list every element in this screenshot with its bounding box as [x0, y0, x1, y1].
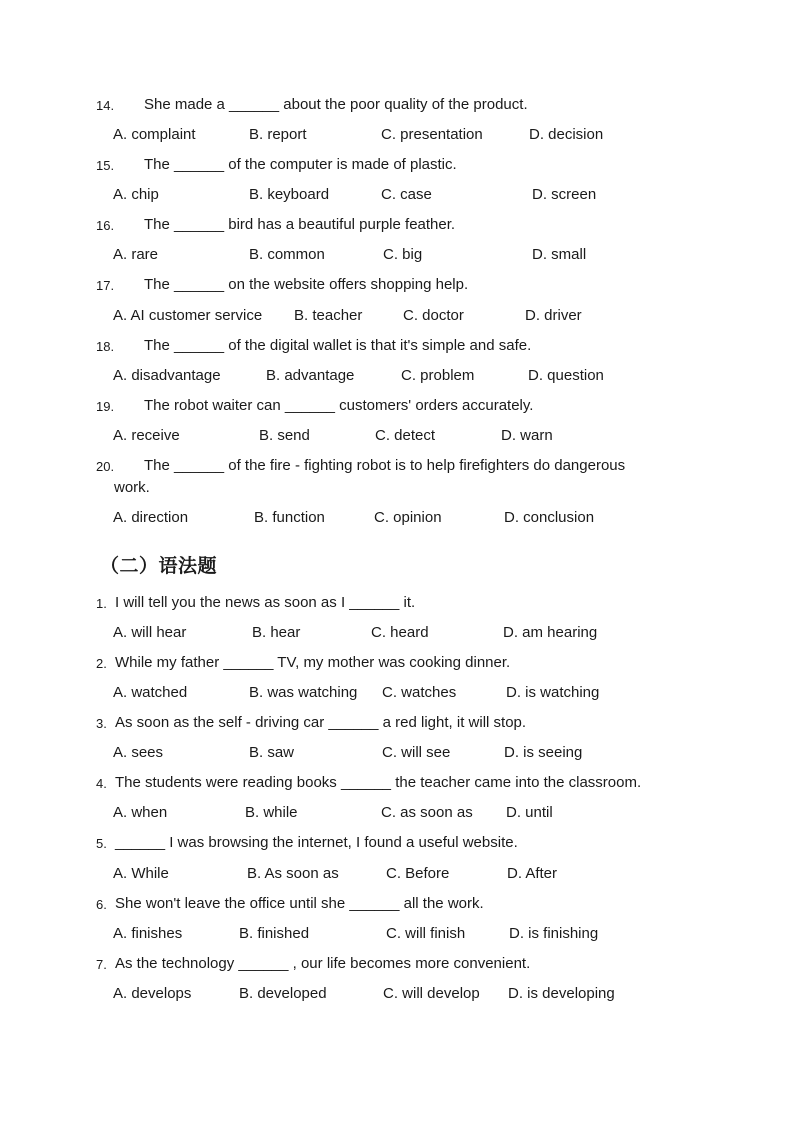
question-text: As the technology ______ , our life becomes more convenient.	[115, 955, 531, 972]
option-b: B. saw	[249, 744, 295, 761]
question-text: I will tell you the news as soon as I ______ it.	[115, 594, 416, 611]
option-b: B. finished	[239, 925, 310, 942]
option-c: C. will finish	[386, 925, 466, 942]
section-heading-grammar: （二）语法题	[100, 555, 218, 577]
option-c: C. will see	[382, 744, 451, 761]
grammar-question-4	[0, 774, 794, 792]
option-b: B. report	[249, 126, 307, 143]
option-b: B. developed	[239, 985, 327, 1002]
option-d: D. is finishing	[509, 925, 599, 942]
grammar-question-5	[0, 834, 794, 852]
option-d: D. driver	[525, 307, 582, 324]
question-text: The robot waiter can ______ customers' orders accurately.	[144, 397, 534, 414]
option-b: B. was watching	[249, 684, 358, 701]
option-b: B. while	[245, 804, 298, 821]
option-a: A. receive	[113, 427, 180, 444]
question-14	[0, 96, 794, 114]
option-d: D. is seeing	[504, 744, 583, 761]
option-d: D. is watching	[506, 684, 600, 701]
question-19	[0, 397, 794, 415]
question-16	[0, 216, 794, 234]
question-number: 7.	[96, 957, 107, 972]
question-17	[0, 276, 794, 294]
option-d: D. screen	[532, 186, 597, 203]
option-a: A. sees	[113, 744, 164, 761]
option-a: A. watched	[113, 684, 188, 701]
option-a: A. direction	[113, 509, 189, 526]
option-d: D. After	[507, 865, 558, 882]
option-d: D. decision	[529, 126, 604, 143]
option-a: A. complaint	[113, 126, 196, 143]
question-18	[0, 337, 794, 355]
question-text: While my father ______ TV, my mother was cooking dinner.	[115, 654, 511, 671]
option-a: A. rare	[113, 246, 159, 263]
question-text: As soon as the self - driving car ______ a red light, it will stop.	[115, 714, 527, 731]
option-b: B. As soon as	[247, 865, 339, 882]
question-number: 15.	[96, 158, 115, 173]
question-20	[0, 457, 794, 475]
option-c: C. detect	[375, 427, 436, 444]
option-c: C. case	[381, 186, 432, 203]
option-b: B. function	[254, 509, 325, 526]
option-a: A. will hear	[113, 624, 187, 641]
grammar-question-6	[0, 895, 794, 913]
option-c: C. Before	[386, 865, 450, 882]
option-d: D. is developing	[508, 985, 615, 1002]
option-d: D. until	[506, 804, 553, 821]
grammar-question-1	[0, 594, 794, 612]
grammar-question-3	[0, 714, 794, 732]
question-number: 17.	[96, 278, 115, 293]
question-text: ______ I was browsing the internet, I found a useful website.	[115, 834, 518, 851]
question-text: She won't leave the office until she ______ all the work.	[115, 895, 484, 912]
option-a: A. develops	[113, 985, 192, 1002]
option-c: C. problem	[401, 367, 475, 384]
option-d: D. am hearing	[503, 624, 598, 641]
option-d: D. warn	[501, 427, 553, 444]
option-c: C. presentation	[381, 126, 483, 143]
option-a: A. finishes	[113, 925, 183, 942]
question-text-continuation: work.	[114, 479, 150, 496]
option-d: D. conclusion	[504, 509, 595, 526]
question-text: The ______ of the computer is made of plastic.	[144, 156, 457, 173]
option-c: C. doctor	[403, 307, 464, 324]
question-text: The ______ on the website offers shopping help.	[144, 276, 469, 293]
option-a: A. when	[113, 804, 168, 821]
option-b: B. hear	[252, 624, 301, 641]
question-text: The ______ of the digital wallet is that it's simple and safe.	[144, 337, 532, 354]
option-c: C. opinion	[374, 509, 442, 526]
option-b: B. send	[259, 427, 310, 444]
question-text: She made a ______ about the poor quality of the product.	[144, 96, 528, 113]
option-a: A. disadvantage	[113, 367, 221, 384]
option-a: A. chip	[113, 186, 159, 203]
option-d: D. question	[528, 367, 604, 384]
option-a: A. AI customer service	[113, 307, 263, 324]
question-number: 5.	[96, 836, 107, 851]
option-c: C. heard	[371, 624, 429, 641]
option-b: B. advantage	[266, 367, 355, 384]
option-b: B. keyboard	[249, 186, 330, 203]
option-a: A. While	[113, 865, 169, 882]
question-number: 19.	[96, 399, 115, 414]
option-d: D. small	[532, 246, 587, 263]
question-15	[0, 156, 794, 174]
question-number: 4.	[96, 776, 107, 791]
question-text: The ______ bird has a beautiful purple feather.	[144, 216, 456, 233]
question-number: 14.	[96, 98, 115, 113]
question-text: The ______ of the fire - fighting robot is to help firefighters do dangerous	[144, 457, 626, 474]
question-number: 3.	[96, 716, 107, 731]
grammar-question-2	[0, 654, 794, 672]
option-c: C. as soon as	[381, 804, 473, 821]
option-c: C. will develop	[383, 985, 480, 1002]
question-number: 6.	[96, 897, 107, 912]
question-text: The students were reading books ______ the teacher came into the classroom.	[115, 774, 642, 791]
question-number: 16.	[96, 218, 115, 233]
question-number: 2.	[96, 656, 107, 671]
option-c: C. big	[383, 246, 423, 263]
option-c: C. watches	[382, 684, 457, 701]
question-number: 20.	[96, 459, 115, 474]
question-number: 1.	[96, 596, 107, 611]
grammar-question-7	[0, 955, 794, 973]
option-b: B. teacher	[294, 307, 363, 324]
question-number: 18.	[96, 339, 115, 354]
option-b: B. common	[249, 246, 325, 263]
